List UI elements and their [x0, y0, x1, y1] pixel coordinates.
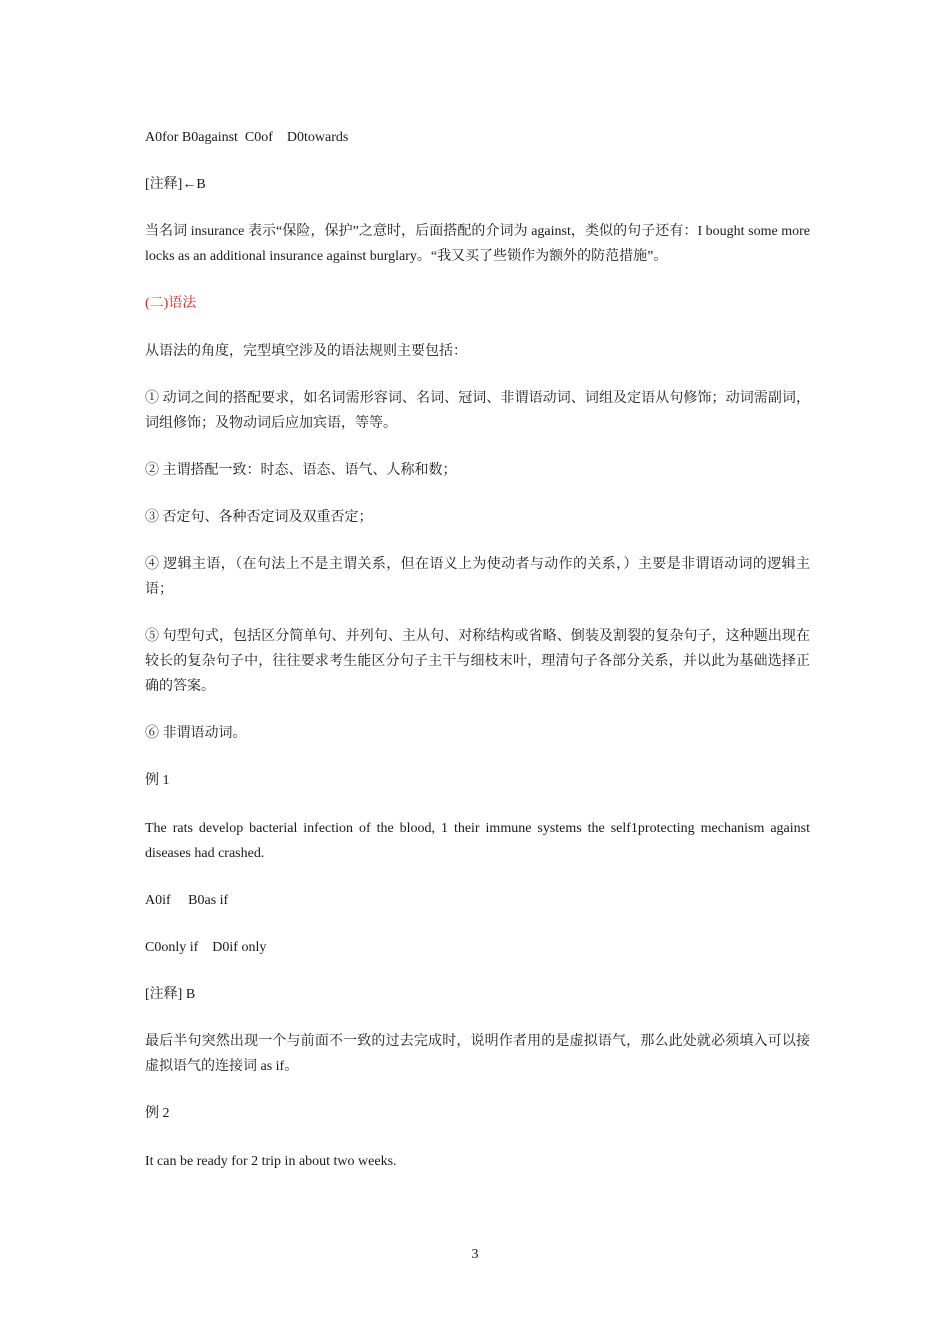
example-2-sentence: It can be ready for 2 trip in about two weeks.	[145, 1154, 397, 1169]
grammar-rule-5: ⑤ 句型句式，包括区分简单句、并列句、主从句、对称结构或省略、倒装及割裂的复杂句子，这种题出现在较长的复杂句子中，往往要求考生能区分句子主干与细枝末叶，理清句子各部分关系，并以此为基础选择正确的答案。	[145, 629, 810, 694]
grammar-rule-4: ④ 逻辑主语，（在句法上不是主谓关系，但在语义上为使动者与动作的关系，）主要是非谓语动词的逻辑主语；	[145, 557, 810, 597]
options-line-1: A0for B0against C0of D0towards	[145, 130, 349, 145]
example-1-options-c-d: C0only if D0if only	[145, 940, 267, 955]
example-2-label: 例 2	[145, 1106, 170, 1121]
example-1-options-a-b: A0if B0as if	[145, 893, 229, 908]
page-number: 3	[471, 1247, 479, 1262]
grammar-rule-1: ① 动词之间的搭配要求，如名词需形容词、名词、冠词、非谓语动词、词组及定语从句修饰；动词需副词，词组修饰；及物动词后应加宾语，等等。	[145, 391, 810, 431]
annotation-1: [注释]←B	[145, 177, 206, 192]
example-1-label: 例 1	[145, 773, 170, 788]
example-1-sentence: The rats develop bacterial infection of the blood, 1 their immune systems the self1protecting mechanism against diseases had crashed.	[145, 821, 814, 861]
explanation-as-if: 最后半句突然出现一个与前面不一致的过去完成时，说明作者用的是虚拟语气，那么此处就必须填入可以接虚拟语气的连接词 as if。	[145, 1034, 810, 1074]
grammar-rule-3: ③ 否定句、各种否定词及双重否定；	[145, 510, 373, 525]
grammar-rule-6: ⑥ 非谓语动词。	[145, 726, 247, 741]
section-heading-grammar: (二)语法	[145, 296, 197, 311]
explanation-insurance: 当名词 insurance 表示“保险，保护”之意时，后面搭配的介词为 against，类似的句子还有：I bought some more locks as an additional insurance against burglary。“我又买了些锁作为额外的防范措施”。	[145, 224, 814, 264]
annotation-2: [注释] B	[145, 987, 196, 1002]
grammar-rule-2: ② 主谓搭配一致：时态、语态、语气、人称和数；	[145, 463, 457, 478]
grammar-intro: 从语法的角度，完型填空涉及的语法规则主要包括：	[145, 344, 467, 359]
